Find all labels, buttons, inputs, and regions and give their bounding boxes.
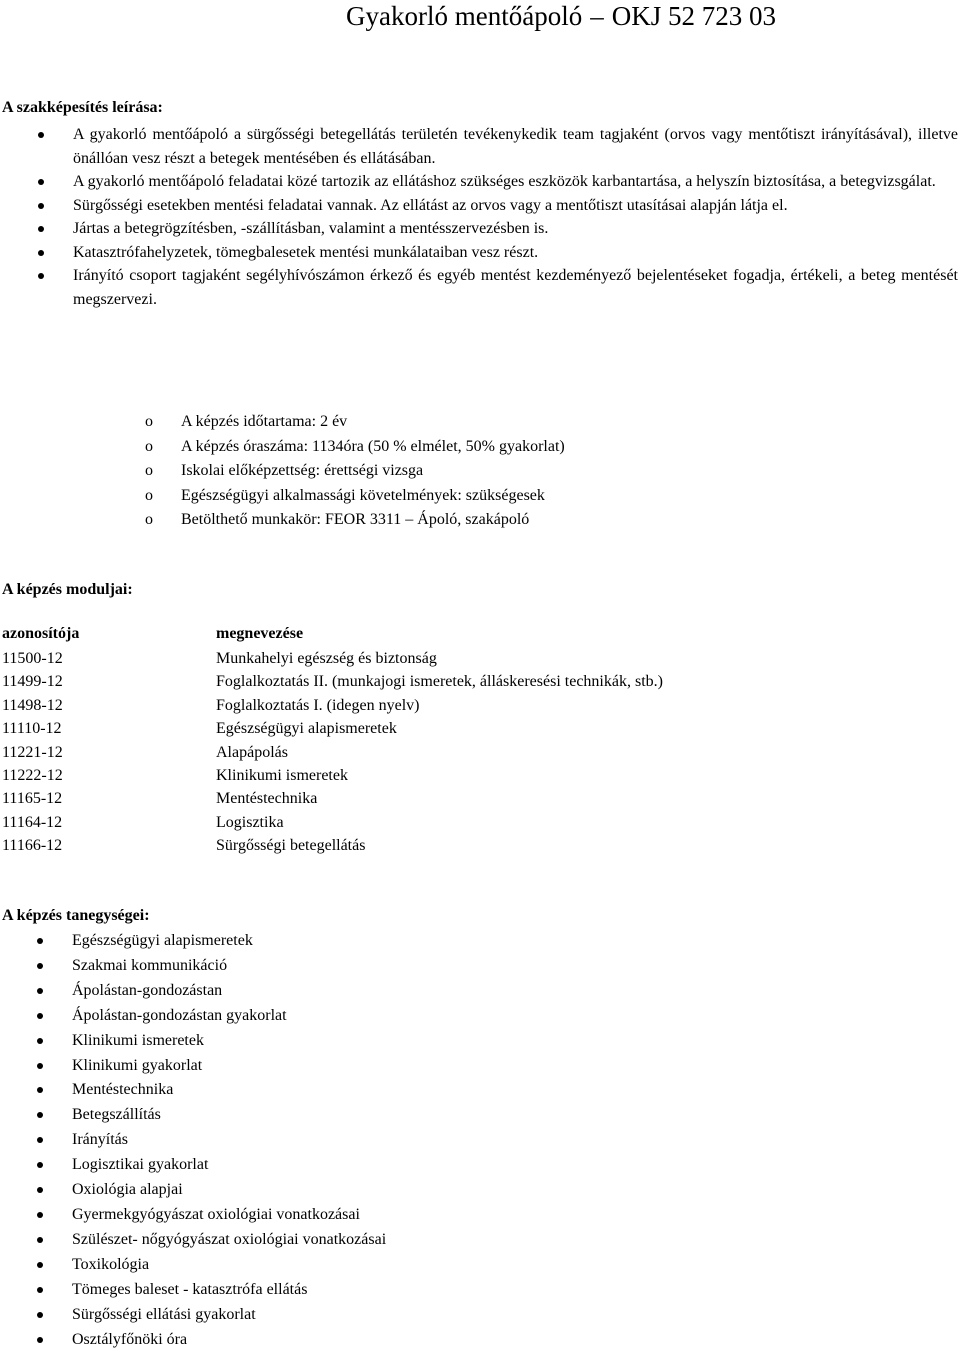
list-item: Ápolástan-gondozástan (0, 979, 386, 1004)
list-item: Klinikumi ismeretek (0, 1029, 386, 1054)
list-item: Ápolástan-gondozástan gyakorlat (0, 1004, 386, 1029)
bullet-icon (38, 226, 44, 232)
module-name: Egészségügyi alapismeretek (216, 720, 397, 738)
bullet-icon (37, 988, 43, 994)
list-item: Egészségügyi alapismeretek (0, 929, 386, 954)
title-dash: – (590, 1, 604, 31)
module-name: Munkahelyi egészség és biztonság (216, 650, 437, 667)
table-row (0, 670, 960, 693)
list-item: Gyermekgyógyászat oxiológiai vonatkozásai (0, 1203, 386, 1228)
info-item-hours: o A képzés óraszáma: 1134óra (50 % elmélet, 50% gyakorlat) (0, 435, 565, 460)
description-heading: A szakképesítés leírása: (2, 99, 163, 116)
bullet-icon (37, 938, 43, 944)
modules-heading: A képzés moduljai: (2, 581, 133, 598)
title-code: OKJ 52 723 03 (611, 1, 776, 31)
description-item: A gyakorló mentőápoló feladatai közé tartozik az ellátáshoz szükséges eszközök karbantartása, a helyszín biztosítása, a betegvizsgálat. (0, 170, 958, 194)
list-item: Szülészet- nőgyógyászat oxiológiai vonatkozásai (0, 1228, 386, 1253)
bullet-icon (38, 132, 44, 138)
module-name: Foglalkoztatás II. (munkajogi ismeretek, álláskeresési technikák, stb.) (216, 673, 663, 691)
training-info-list (0, 410, 565, 533)
module-id: 11110-12 (2, 720, 62, 738)
module-name: Logisztika (216, 813, 284, 831)
module-id: 11498-12 (2, 696, 63, 714)
info-item-prerequisite: o Iskolai előképzettség: érettségi vizsga (0, 459, 565, 484)
module-name: Sürgősségi betegellátás (216, 837, 366, 855)
circle-bullet-icon: o (145, 413, 153, 430)
list-item: Irányítás (0, 1128, 386, 1153)
table-row (0, 647, 960, 670)
bullet-icon (37, 1087, 43, 1093)
list-item: Szakmai kommunikáció (0, 954, 386, 979)
module-id: 11221-12 (2, 743, 63, 761)
bullet-icon (37, 1237, 43, 1243)
bullet-icon (37, 1162, 43, 1168)
bullet-icon (37, 1112, 43, 1118)
list-item: Tömeges baleset - katasztrófa ellátás (0, 1278, 386, 1303)
module-id: 11164-12 (2, 813, 63, 831)
bullet-icon (37, 1287, 43, 1293)
table-row (0, 811, 960, 834)
description-item: Irányító csoport tagjaként segélyhívószámon érkező és egyéb mentést kezdeményező bejelentéseket fogadja, értékeli, a beteg mentését megszervezi. (0, 264, 958, 311)
list-item: Klinikumi gyakorlat (0, 1054, 386, 1079)
info-item-health: o Egészségügyi alkalmassági követelmények: szükségesek (0, 484, 565, 509)
circle-bullet-icon: o (145, 437, 153, 455)
table-row (0, 717, 960, 740)
bullet-icon (38, 250, 44, 256)
module-id: 11500-12 (2, 650, 63, 667)
list-item: Oxiológia alapjai (0, 1178, 386, 1203)
list-item: Toxikológia (0, 1253, 386, 1278)
circle-bullet-icon: o (145, 462, 153, 480)
units-list (0, 929, 386, 1352)
list-item: Osztályfőnöki óra (0, 1328, 386, 1352)
bullet-icon (38, 203, 44, 209)
bullet-icon (37, 1187, 43, 1193)
column-header-id: azonosítója (2, 625, 80, 642)
table-row (0, 787, 960, 810)
bullet-icon (37, 1013, 43, 1019)
module-id: 11222-12 (2, 766, 63, 784)
bullet-icon (38, 273, 44, 279)
bullet-icon (37, 1312, 43, 1318)
title-main: Gyakorló mentőápoló (346, 1, 583, 31)
circle-bullet-icon: o (145, 511, 153, 529)
list-item: Mentéstechnika (0, 1078, 386, 1103)
table-row (0, 741, 960, 764)
description-item: Katasztrófahelyzetek, tömegbalesetek mentési munkálataiban vesz részt. (0, 241, 958, 265)
module-name: Alapápolás (216, 743, 288, 761)
table-row (0, 764, 960, 787)
list-item: Betegszállítás (0, 1103, 386, 1128)
table-row (0, 834, 960, 857)
table-row (0, 694, 960, 717)
modules-table (0, 647, 960, 858)
list-item: Sürgősségi ellátási gyakorlat (0, 1303, 386, 1328)
module-id: 11166-12 (2, 837, 63, 855)
bullet-icon (37, 1137, 43, 1143)
bullet-icon (38, 179, 44, 185)
description-item: A gyakorló mentőápoló a sürgősségi betegellátás területén tevékenykedik team tagjaként (orvos vagy mentőtiszt irányításával), illetve önállóan vesz részt a betegek mentésében és ellátásában. (0, 123, 958, 170)
bullet-icon (37, 1063, 43, 1069)
page-title (0, 0, 960, 32)
circle-bullet-icon: o (145, 486, 153, 504)
column-header-name: megnevezése (216, 625, 304, 642)
module-name: Foglalkoztatás I. (idegen nyelv) (216, 696, 420, 714)
info-item-duration: o A képzés időtartama: 2 év (0, 410, 565, 435)
bullet-icon (37, 1262, 43, 1268)
module-id: 11499-12 (2, 673, 63, 691)
list-item: Logisztikai gyakorlat (0, 1153, 386, 1178)
bullet-icon (37, 1212, 43, 1218)
module-name: Klinikumi ismeretek (216, 766, 348, 784)
bullet-icon (37, 963, 43, 969)
bullet-icon (37, 1038, 43, 1044)
module-name: Mentéstechnika (216, 790, 318, 808)
description-item: Sürgősségi esetekben mentési feladatai vannak. Az ellátást az orvos vagy a mentőtiszt utasításai alapján látja el. (0, 194, 958, 218)
bullet-icon (37, 1337, 43, 1343)
description-item: Jártas a betegrögzítésben, -szállításban, valamint a mentésszervezésben is. (0, 217, 958, 241)
module-id: 11165-12 (2, 790, 63, 808)
info-item-job: o Betölthető munkakör: FEOR 3311 – Ápoló, szakápoló (0, 508, 565, 533)
description-list (0, 123, 958, 311)
units-heading: A képzés tanegységei: (2, 907, 150, 924)
